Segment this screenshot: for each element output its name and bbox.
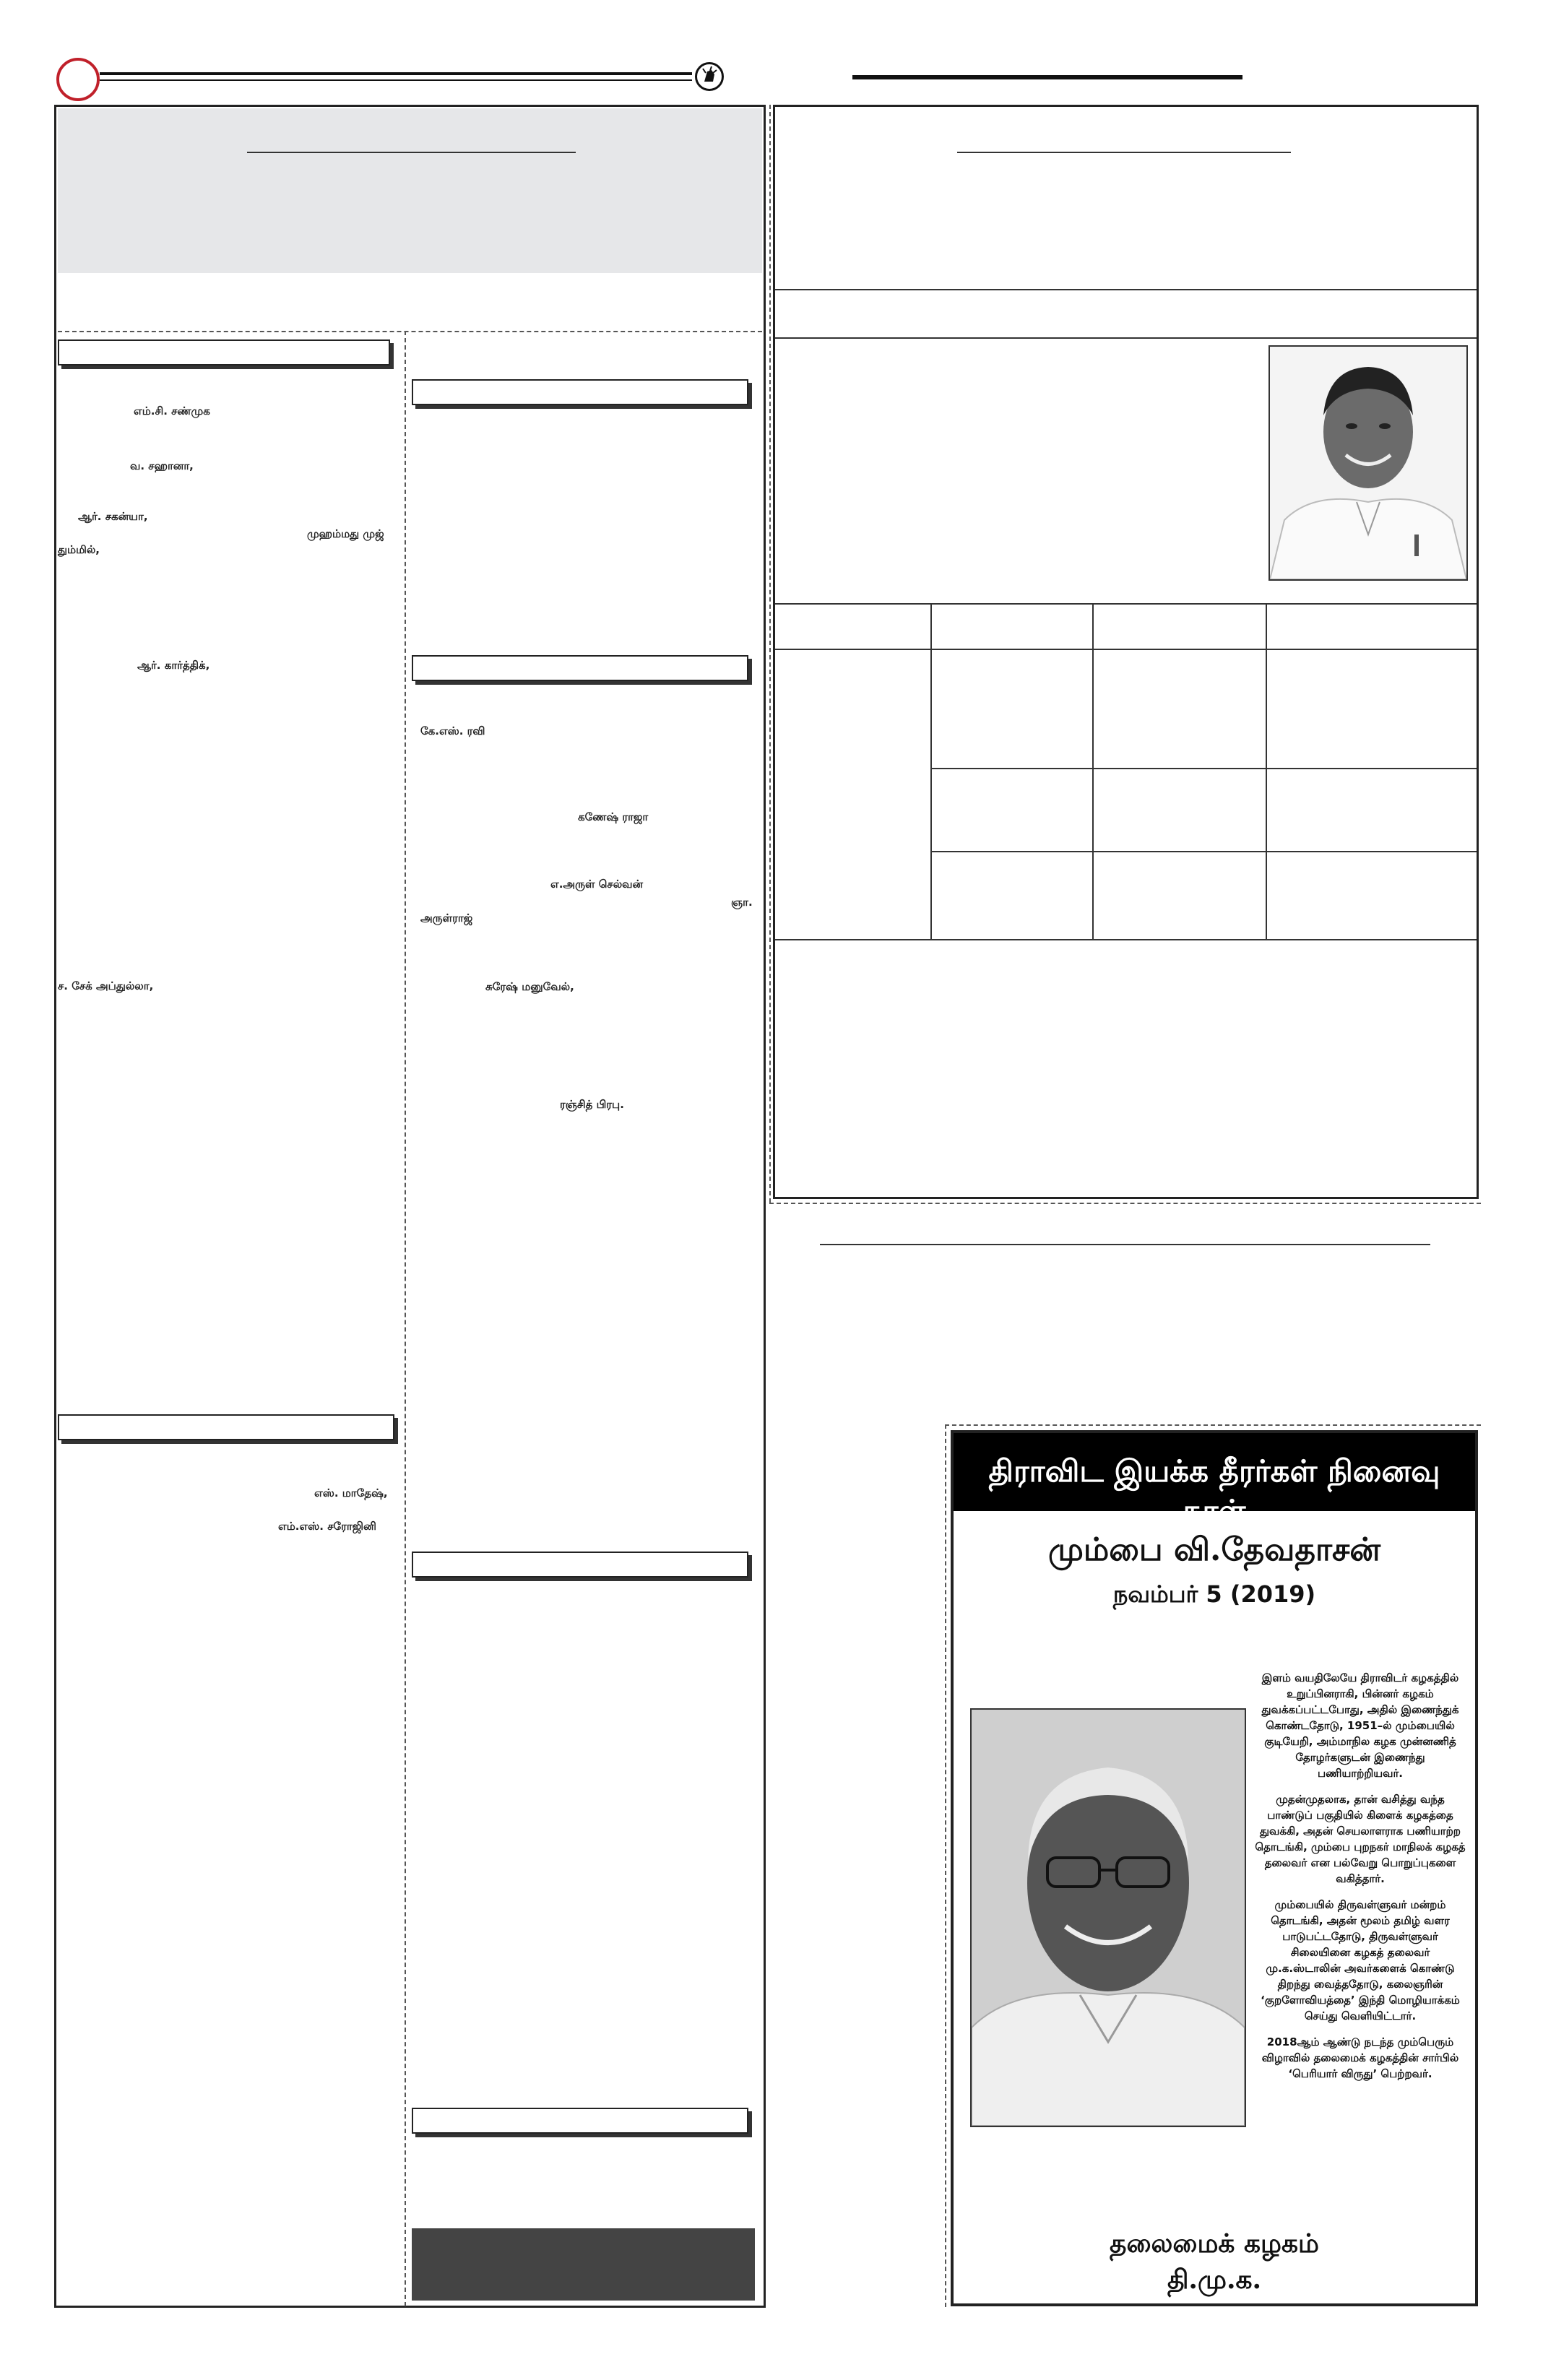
table-header-line [775,649,1477,650]
memorial-photo [970,1708,1246,2127]
memorial-paragraph-2: முதன்முதலாக, தான் வசித்து வந்த பாண்டுப் பகுதியில் கிளைக் கழகத்தை துவக்கி, அதன் செயலாளராக பணியாற்ற தொடங்கி, மும்பை புறநகர் மாநிலக் கழகத் தலைவர் என பல்வேறு பொறுப்புகளை வகித்தார். [1255,1793,1466,1885]
left-name-4: முஹம்மது முஜ் [307,527,384,540]
left-top-grey-box [58,108,762,273]
memorial-paragraph-4: 2018ஆம் ஆண்டு நடந்த மும்பெரும் விழாவில் தலைமைக் கழகத்தின் சார்பில் ‘பெரியார் விருது’ பெற்றவர். [1261,2035,1459,2080]
table-row-line-1 [932,768,1477,769]
memorial-signature-1: தலைமைக் கழகம் [1110,2228,1319,2259]
memorial-description [1252,1670,1469,2092]
middle-name-6: சுரேஷ் மனுவேல், [485,980,574,993]
middle-name-4: ஞா. [731,896,753,909]
portrait-photo [1268,345,1468,581]
middle-section-heading-4 [412,2108,748,2134]
left-main-frame [54,105,766,2308]
left-section-heading-1 [58,339,390,365]
memorial-banner-title: திராவிட இயக்க தீரர்கள் நினைவு நாள் [988,1453,1440,1528]
middle-name-1: கே.எஸ். ரவி [420,724,485,737]
party-symbol-icon [695,62,724,91]
table-col-line-2 [1092,603,1094,939]
header-rule-right [852,75,1242,79]
middle-section-heading-1 [412,379,748,405]
right-panel-divider-1 [775,289,1477,290]
middle-name-2: கணேஷ் ராஜா [578,810,649,823]
right-middle-rule [820,1244,1430,1245]
right-panel-title-rule [957,152,1291,153]
left-name-9: எம்.எஸ். சரோஜினி [278,1520,376,1533]
table-col-line-1 [930,603,932,939]
right-panel-frame [773,105,1479,1199]
memorial-paragraph-3: மும்பையில் திருவள்ளுவர் மன்றம் தொடங்கி, அதன் மூலம் தமிழ் வளர பாடுபட்டதோடு, திருவள்ளுவர் சிலையினை கழகத் தலைவர் மு.க.ஸ்டாலின் அவர்களைக் கொண்டு திறந்து வைத்ததோடு, கலைஞரின் ‘குறளோவியத்தை’ இந்தி மொழியாக்கம் செய்து வெளியிட்டார். [1261,1898,1460,2022]
header-rule-left-thin [100,79,692,81]
table-bottom-line [775,939,1477,940]
memorial-signature-2: தி.மு.க. [1167,2264,1262,2295]
right-panel-dash-left [769,105,771,1203]
left-top-title-rule [247,152,576,153]
memorial-date: நவம்பர் 5 (2019) [1112,1580,1316,1608]
middle-section-heading-2 [412,655,748,681]
table-row-line-2 [932,851,1477,852]
table-col-line-3 [1266,603,1267,939]
memorial-banner [954,1433,1475,1528]
header-logo [56,58,100,101]
memorial-paragraph-1: இளம் வயதிலேயே திராவிடர் கழகத்தில் உறுப்பினராகி, பின்னர் கழகம் துவக்கப்பட்டபோது, அதில் இணைந்துக் கொண்டதோடு, 1951–ல் மும்பையில் குடியேறி, அம்மாநில கழக முன்னணித் தோழர்களுடன் இணைந்து பணியாற்றியவர். [1261,1671,1459,1780]
left-section-heading-2 [58,1414,394,1440]
left-name-5: தும்மில், [58,543,100,556]
memorial-dash-left [945,1424,946,2307]
left-name-3: ஆர். சகன்யா, [78,510,148,523]
left-name-8: எஸ். மாதேஷ், [314,1487,388,1500]
right-panel-divider-2 [775,337,1477,339]
middle-section-heading-3 [412,1552,748,1578]
left-name-6: ஆர். கார்த்திக், [137,659,210,672]
table-top-line [775,603,1477,605]
right-panel-dash-bottom [769,1203,1481,1204]
header-rule-left [100,72,692,75]
left-top-divider [58,331,762,332]
memorial-person-name: மும்பை வி.தேவதாசன் [1047,1531,1381,1568]
middle-name-7: ரஞ்சித் பிரபு. [560,1098,624,1111]
left-column-divider [405,331,406,2306]
memorial-dash-top [945,1424,1481,1426]
middle-bottom-dark-box [412,2228,755,2301]
left-name-7: ச. சேக் அப்துல்லா, [58,979,154,992]
left-name-2: வ. சஹானா, [130,459,194,472]
middle-name-3: எ.அருள் செல்வன் [550,878,644,891]
middle-name-5: அருள்ராஜ் [420,912,473,925]
left-name-1: எம்.சி. சண்முக [134,404,210,417]
